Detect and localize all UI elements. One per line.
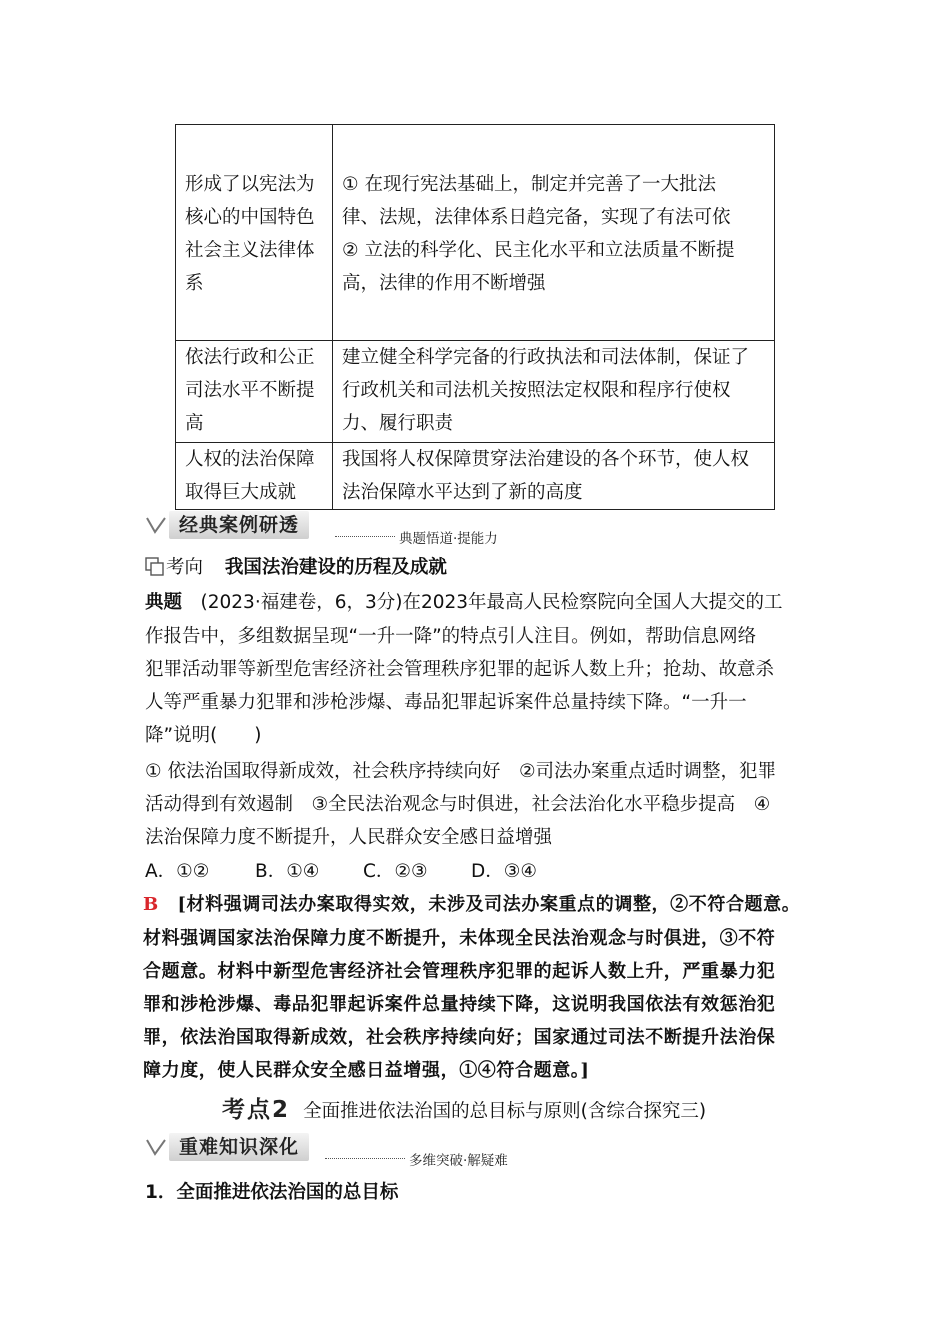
- section-banner-key-knowledge: [145, 1133, 535, 1169]
- answer-line: 障力度，使人民群众安全感日益增强，①④符合题意。]: [143, 1060, 590, 1081]
- option-d: D．③④: [471, 861, 537, 882]
- question-line: 犯罪活动罪等新型危害经济社会管理秩序犯罪的起诉人数上升；抢劫、故意杀: [145, 659, 775, 680]
- statement-line: 活动得到有效遏制 ③全民法治观念与时俱进，社会法治化水平稳步提高 ④: [145, 794, 771, 815]
- banner-slash-icon: [145, 1137, 167, 1157]
- table-cell-right: 我国将人权保障贯穿法治建设的各个环节，使人权 法治保障水平达到了新的高度: [333, 443, 775, 510]
- option-a: A．①②: [145, 861, 210, 882]
- subsection-heading: 1．全面推进依法治国的总目标: [145, 1182, 399, 1203]
- question-line: 典题 (2023·福建卷，6，3分)在2023年最高人民检察院向全国人大提交的工: [145, 592, 783, 613]
- option-c: C．②③: [363, 861, 428, 882]
- achievement-table: [175, 124, 775, 510]
- answer-line: 合题意。材料中新型危害经济社会管理秩序犯罪的起诉人数上升，严重暴力犯: [143, 961, 776, 982]
- banner-subtitle: 多维突破·解疑难: [409, 1153, 508, 1169]
- table-row: [176, 341, 775, 443]
- section-banner-classic-cases: [145, 511, 535, 547]
- banner-subtitle: 典题悟道·提能力: [399, 531, 498, 547]
- answer-line: 罪，依法治国取得新成效，社会秩序持续向好；国家通过司法不断提升法治保: [143, 1027, 776, 1048]
- section-title: 全面推进依法治国的总目标与原则(含综合探究三): [303, 1101, 707, 1122]
- option-b: B．①④: [255, 861, 320, 882]
- table-cell-right: 建立健全科学完备的行政执法和司法体制，保证了 行政机关和司法机关按照法定权限和程序行使权 力、履行职责: [333, 341, 775, 443]
- banner-dotted-line: [325, 1158, 405, 1159]
- answer-line: 材料强调国家法治保障力度不断提升，未体现全民法治观念与时俱进，③不符: [143, 928, 776, 949]
- direction-text: 我国法治建设的历程及成就: [224, 557, 447, 578]
- question-line: 作报告中，多组数据呈现“一升一降”的特点引人注目。例如，帮助信息网络: [145, 626, 757, 647]
- question-line: 人等严重暴力犯罪和涉枪涉爆、毒品犯罪起诉案件总量持续下降。“一升一: [145, 692, 747, 713]
- banner-title: 重难知识深化: [169, 1133, 309, 1161]
- table-cell-left: 形成了以宪法为 核心的中国特色 社会主义法律体 系: [176, 125, 333, 341]
- table-cell-right: ① 在现行宪法基础上，制定并完善了一大批法 律、法规，法律体系日趋完备，实现了有法可依 ② 立法的科学化、民主化水平和立法质量不断提 高，法律的作用不断增强: [333, 125, 775, 341]
- banner-dotted-line: [335, 536, 395, 537]
- answer-line: 罪和涉枪涉爆、毒品犯罪起诉案件总量持续下降，这说明我国依法有效惩治犯: [143, 994, 776, 1015]
- table-row: [176, 443, 775, 510]
- table-cell-left: 人权的法治保障 取得巨大成就: [176, 443, 333, 510]
- question-line: 降”说明( ): [145, 725, 262, 746]
- banner-title: 经典案例研透: [169, 511, 309, 539]
- direction-label: 考向: [166, 557, 204, 578]
- options-row: [145, 855, 817, 888]
- table-cell-left: 依法行政和公正 司法水平不断提 高: [176, 341, 333, 443]
- section-label: 考点2: [222, 1097, 291, 1123]
- table-row: [176, 125, 775, 341]
- banner-slash-icon: [145, 515, 167, 535]
- answer-line: B [材料强调司法办案取得实效，未涉及司法办案重点的调整，②不符合题意。: [143, 894, 801, 915]
- statement-line: ① 依法治国取得新成效，社会秩序持续向好 ②司法办案重点适时调整，犯罪: [145, 761, 777, 782]
- question-tag: 典题: [145, 592, 183, 613]
- direction-heading: [145, 555, 447, 581]
- answer-letter: B: [143, 894, 159, 915]
- statement-line: 法治保障力度不断提升，人民群众安全感日益增强: [145, 827, 553, 848]
- section-heading: [222, 1091, 706, 1124]
- direction-icon: [145, 557, 165, 577]
